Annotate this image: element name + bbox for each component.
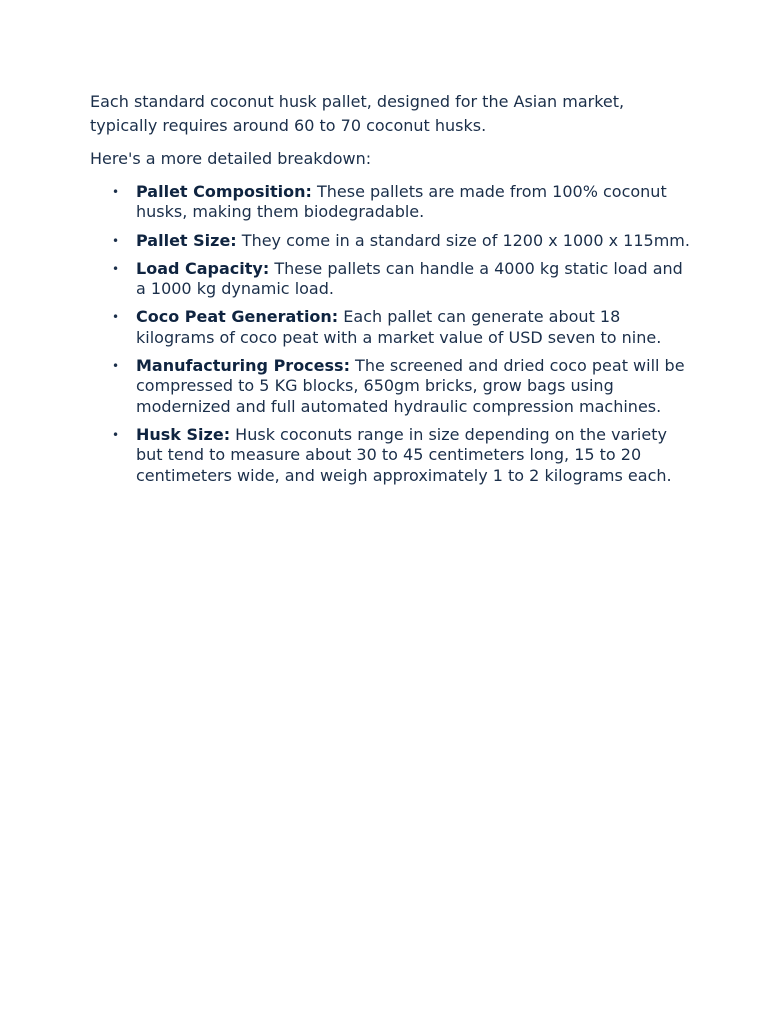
list-item-pallet-size [90,231,690,251]
item-text: These pallets can handle a 4000 kg static load and a 1000 kg dynamic load. [136,258,683,299]
item-text: The screened and dried coco peat will be compressed to 5 KG blocks, 650gm bricks, grow bags using modernized and full automated hydraulic compression machines. [136,356,685,416]
item-term: Coco Peat Generation: [136,307,339,327]
bullet-icon: • [112,359,120,374]
bullet-icon: • [112,427,120,442]
item-text: Each pallet can generate about 18 kilograms of coco peat with a market value of USD seven to nine. [136,307,662,347]
intro-paragraph: Each standard coconut husk pallet, designed for the Asian market, typically requires around 60 to 70 coconut husks. [90,92,625,135]
list-item-manufacturing-process [90,356,690,417]
bullet-icon: • [112,310,120,325]
item-term: Husk Size: [136,424,231,444]
list-item-coco-peat-generation [90,307,690,348]
item-term: Load Capacity: [136,258,270,278]
item-text: They come in a standard size of 1200 x 1000 x 115mm. [236,230,690,250]
item-term: Pallet Composition: [136,182,312,201]
list-item-load-capacity [90,259,690,300]
item-term: Manufacturing Process: [136,356,350,376]
item-term: Pallet Size: [136,230,237,250]
bullet-icon: • [112,185,120,199]
list-item-husk-size [90,425,690,486]
list-item-pallet-composition [90,182,690,223]
bullet-icon: • [112,261,120,276]
document-body [90,90,690,494]
breakdown-lead: Here's a more detailed breakdown: [90,149,372,168]
item-text: These pallets are made from 100% coconut husks, making them biodegradable. [136,182,667,222]
bullet-icon: • [112,233,120,248]
breakdown-list [90,182,690,486]
item-text: Husk coconuts range in size depending on the variety but tend to measure about 30 to 45 centimeters long, 15 to 20 centimeters wide, and weigh approximately 1 to 2 kilograms each. [136,424,672,485]
